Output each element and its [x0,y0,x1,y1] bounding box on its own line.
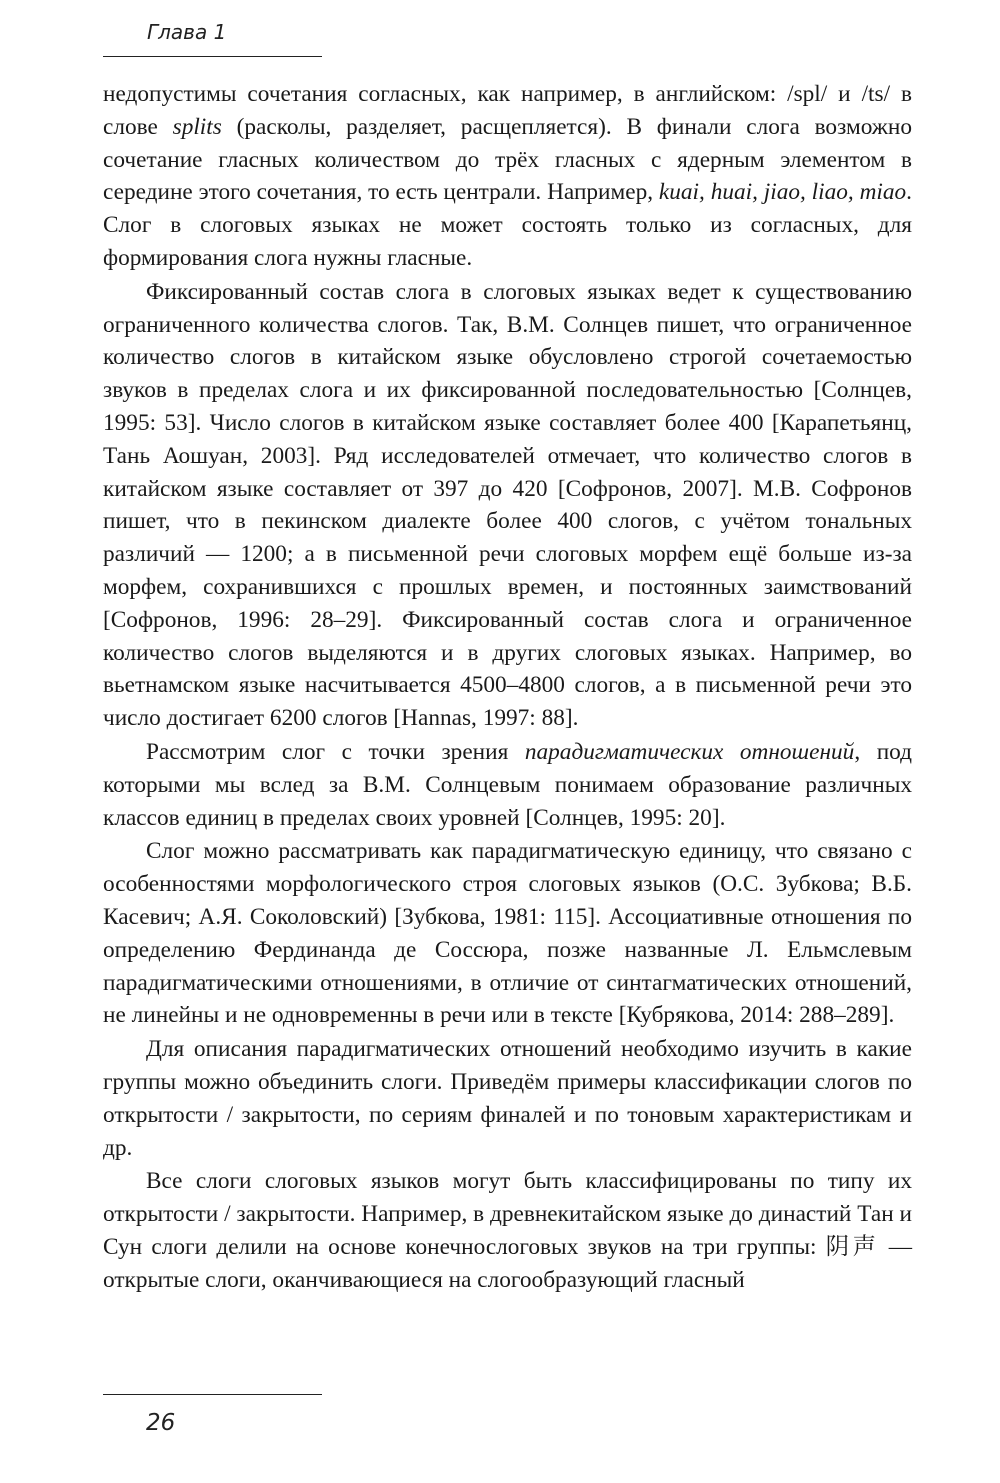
text-run: Все слоги слоговых языков могут быть классифицированы по типу их открытости / закрытости. Например, в древнекитайском языке до династий Тан и Сун слоги делили на основе конечнослоговых звуков на три группы: 阴声 — открытые слоги, оканчивающиеся на слогообразующий гласный [103,1168,912,1293]
footer-rule [103,1394,322,1395]
italic-run: парадигматических отношений [524,738,855,765]
italic-run: splits [172,113,222,140]
text-run: , под которыми мы вслед за В.М. Солнцевым понимаем образование различных классов единиц в пределах своих уровней [Солнцев, 1995: 20]. [103,738,913,831]
text-run: Слог можно рассматривать как парадигматическую единицу, что связано с особенностями морфологического строя слоговых языков (О.С. Зубкова; В.Б. Касевич; А.Я. Соколовский) [Зубкова, 1981: 115]. Ассоциативные отношения по определению Фердинанда де Соссюра, позже названные Л. Ельмслевым парадигматическими отношениями, в отличие от синтагматических отношений, не линейны и не одновременны в речи или в тексте [Кубрякова, 2014: 288–289]. [103,838,912,1029]
paragraph-3 [103,736,912,834]
text-run: (расколы, разделяет, расщепляется). В финали слога возможно сочетание гласных количеством до трёх гласных с ядерным элементом в середине этого сочетания, то есть централи. Например, [103,113,912,206]
text-run: Рассмотрим слог с точки зрения [146,738,525,765]
paragraph-6 [103,1165,912,1296]
page-number: 26 [146,1410,176,1436]
text-run: Фиксированный состав слога в слоговых языках ведет к существованию ограниченного количества слогов. Так, В.М. Солнцев пишет, что ограниченное количество слогов в китайском языке обусловлено строгой сочетаемостью звуков в пределах слога и их фиксированной последовательностью [Солнцев, 1995: 53]. Число слогов в китайском языке составляет более 400 [Карапетьянц, Тань Аошуан, 2003]. Ряд исследователей отмечает, что количество слогов в китайском языке составляет от 397 до 420 [Софронов, 2007]. М.В. Софронов пишет, что в пекинском диалекте более 400 слогов, с учётом тональных различий — 1200; а в письменной речи слоговых морфем ещё больше из-за морфем, сохранившихся с прошлых времен, и постоянных заимствований [Софронов, 1996: 28–29]. Фиксированный состав слога и ограниченное количество слогов выделяются и в других слоговых языках. Например, во вьетнамском языке насчитывается 4500–4800 слогов, а в письменной речи это число достигает 6200 слогов [Hannas, 1997: 88]. [103,278,912,732]
paragraph-2 [103,276,912,735]
text-run: недопустимы сочетания согласных, как например, в английском: /spl/ и /ts/ в слове [103,81,912,140]
italic-run: kuai, huai, jiao, liao, miao [658,179,907,206]
header-rule [103,56,322,57]
paragraph-5 [103,1033,912,1164]
text-run: Для описания парадигматических отношений необходимо изучить в какие группы можно объединить слоги. Приведём примеры классификации слогов по открытости / закрытости, по сериям финалей и по тоновым характеристикам и др. [103,1036,912,1161]
body-text [103,78,912,1296]
paragraph-4 [103,835,912,1032]
running-head: Глава 1 [147,20,227,44]
text-run: . Слог в слоговых языках не может состоять только из согласных, для формирования слога нужны гласные. [103,179,912,271]
paragraph-1 [103,78,912,275]
